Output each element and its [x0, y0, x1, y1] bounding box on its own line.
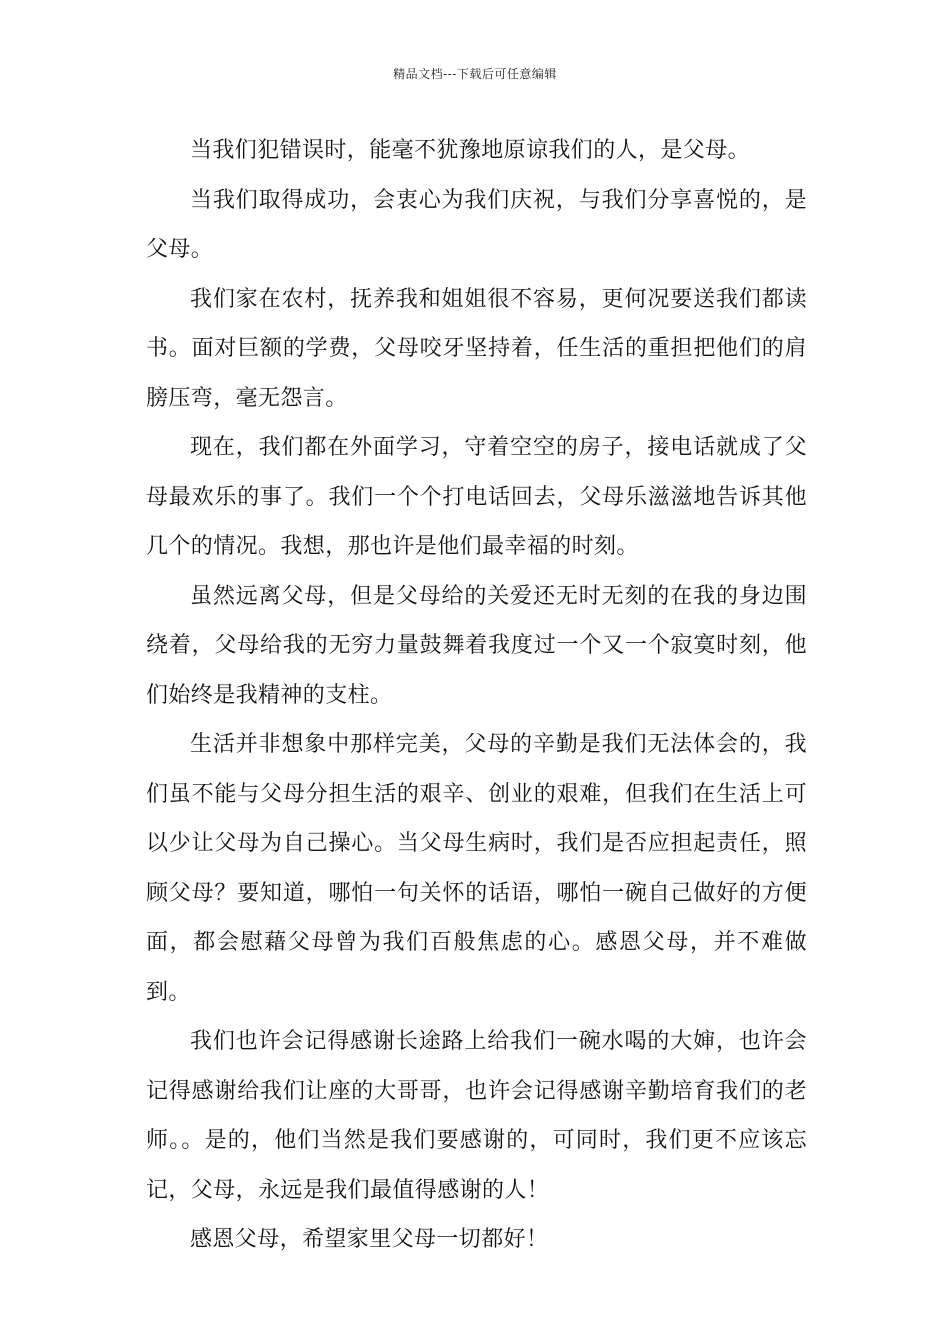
- paragraph-2: 当我们取得成功，会衷心为我们庆祝，与我们分享喜悦的，是父母。: [146, 187, 807, 262]
- paragraph-5: 虽然远离父母，但是父母给的关爱还无时无刻的在我的身边围绕着，父母给我的无穷力量鼓舞着我度过一个又一个寂寞时刻，他们始终是我精神的支柱。: [146, 583, 807, 708]
- page-header: 精品文档---下载后可任意编辑: [393, 67, 557, 81]
- paragraph-1: 当我们犯错误时，能毫不犹豫地原谅我们的人，是父母。: [190, 138, 751, 163]
- paragraph-7: 我们也许会记得感谢长途路上给我们一碗水喝的大婶，也许会记得感谢给我们让座的大哥哥，也许会记得感谢辛勤培育我们的老师。。是的，他们当然是我们要感谢的，可同时，我们更不应该忘记，父母，永远是我们最值得感谢的人！: [146, 1029, 807, 1203]
- paragraph-8: 感恩父母，希望家里父母一切都好！: [190, 1227, 549, 1252]
- paragraph-4: 现在，我们都在外面学习，守着空空的房子，接电话就成了父母最欢乐的事了。我们一个个打电话回去，父母乐滋滋地告诉其他几个的情况。我想，那也许是他们最幸福的时刻。: [146, 435, 807, 559]
- paragraph-3: 我们家在农村，抚养我和姐姐很不容易，更何况要送我们都读书。面对巨额的学费，父母咬牙坚持着，任生活的重担把他们的肩膀压弯，毫无怨言。: [146, 286, 807, 411]
- document-body: [146, 126, 807, 1265]
- paragraph-6: 生活并非想象中那样完美，父母的辛勤是我们无法体会的，我们虽不能与父母分担生活的艰辛、创业的艰难，但我们在生活上可以少让父母为自己操心。当父母生病时，我们是否应担起责任，照顾父母？要知道，哪怕一句关怀的话语，哪怕一碗自己做好的方便面，都会慰藉父母曾为我们百般焦虑的心。感恩父母，并不难做到。: [146, 732, 807, 1005]
